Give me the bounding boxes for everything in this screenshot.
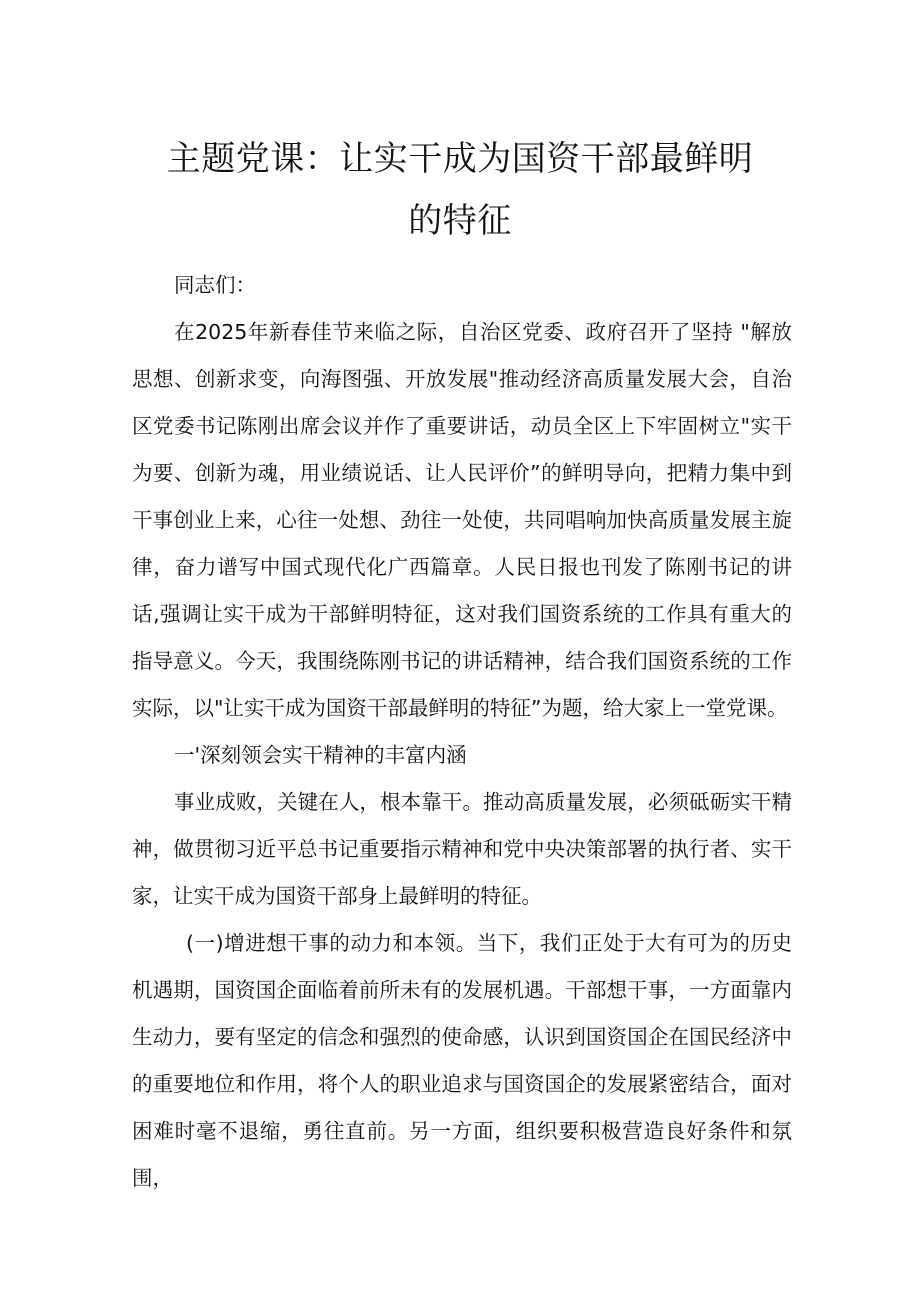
document-title	[100, 128, 820, 252]
document-body	[132, 262, 792, 1202]
paragraph-intro: 在2025年新春佳节来临之际，自治区党委、政府召开了坚持 "解放思想、创新求变，向海图强、开放发展"推动经济高质量发展大会，自治区党委书记陈刚出席会议并作了重要讲话，动员全区上下牢固树立"实干为要、创新为魂，用业绩说话、让人民评价”的鲜明导向，把精力集中到干事创业上来，心往一处想、劲往一处使，共同唱响加快高质量发展主旋律，奋力谱写中国式现代化广西篇章。人民日报也刊发了陈刚书记的讲话,强调让实干成为干部鲜明特征，这对我们国资系统的工作具有重大的指导意义。今天，我围绕陈刚书记的讲话精神，结合我们国资系统的工作实际，以"让实干成为国资干部最鲜明的特征”为题，给大家上一堂党课。	[132, 320, 792, 720]
section-heading-1: 一'深刻领会实干精神的丰富内涵	[174, 743, 467, 767]
paragraph-section-1-lead: 事业成败，关键在人，根本靠干。推动高质量发展，必须砥砺实干精神，做贯彻习近平总书记重要指示精神和党中央决策部署的执行者、实干家，让实干成为国资干部身上最鲜明的特征。	[132, 790, 792, 908]
title-line-2: 的特征	[408, 201, 512, 241]
salutation: 同志们：	[174, 273, 256, 297]
title-line-1: 主题党课：让实干成为国资干部最鲜明	[166, 139, 754, 179]
paragraph-subsection-1: (一)增进想干事的动力和本领。当下，我们正处于大有可为的历史机遇期，国资国企面临着前所未有的发展机遇。干部想干事，一方面靠内生动力，要有坚定的信念和强烈的使命感，认识到国资国企在国民经济中的重要地位和作用，将个人的职业追求与国资国企的发展紧密结合，面对困难时毫不退缩，勇往直前。另一方面，组织要积极营造良好条件和氛围，	[132, 931, 792, 1190]
